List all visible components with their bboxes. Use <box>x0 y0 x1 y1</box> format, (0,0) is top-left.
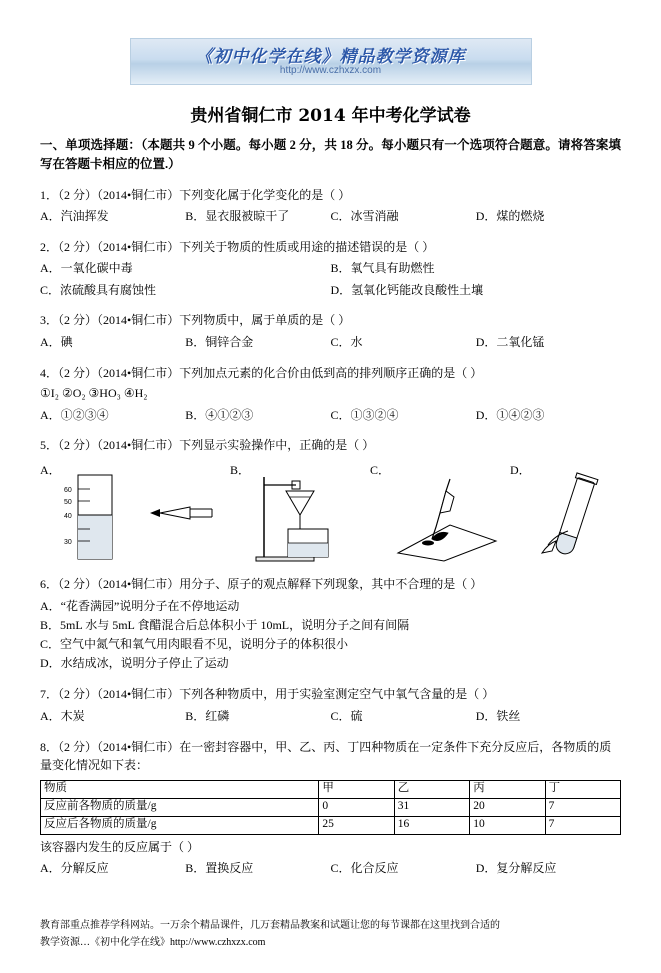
option-d[interactable]: D．复分解反应 <box>475 861 557 876</box>
question-3 <box>40 311 621 351</box>
site-banner <box>130 38 532 85</box>
option-d[interactable]: D．二氧化锰 <box>475 335 545 350</box>
option-d[interactable]: D．①④②③ <box>475 407 545 422</box>
option-a[interactable]: A．汽油挥发 <box>40 209 109 224</box>
table-header-jia: 甲 <box>319 780 394 798</box>
option-c[interactable]: C．化合反应 <box>330 861 399 876</box>
banner-url: http://www.czhxzx.com <box>279 65 382 76</box>
option-b[interactable]: B．显衣服被晾干了 <box>185 209 290 224</box>
svg-text:60: 60 <box>64 487 72 495</box>
option-a[interactable]: A．木炭 <box>40 708 85 723</box>
row-label-after: 反应后各物质的质量/g <box>41 816 319 834</box>
footer-line-1: 教育部重点推荐学科网站。一万余个精品课件，几万套精品教案和试题让您的每节课都在这里找到合适的 <box>40 920 500 931</box>
question-8 <box>40 738 621 878</box>
option-row <box>40 707 621 726</box>
figure-option-d[interactable] <box>532 467 622 569</box>
cell-after-yi: 16 <box>394 816 469 834</box>
figure-label-c: C． <box>370 463 391 478</box>
document-page <box>0 38 661 973</box>
question-tail: 该容器内发生的反应属于（ ） <box>40 839 200 854</box>
figure-option-a[interactable] <box>64 467 224 569</box>
option-c[interactable]: C．硫 <box>330 708 363 723</box>
question-1 <box>40 186 621 226</box>
svg-text:40: 40 <box>64 513 72 521</box>
cell-after-ding: 7 <box>545 816 620 834</box>
option-d[interactable]: D．水结成冰，说明分子停止了运动 <box>40 656 229 671</box>
table-header-yi: 乙 <box>394 780 469 798</box>
option-row <box>40 406 621 425</box>
option-d[interactable]: D．煤的燃烧 <box>475 209 545 224</box>
option-c[interactable]: C．①③②④ <box>330 407 399 422</box>
option-d[interactable]: D．氢氧化钙能改良酸性土壤 <box>330 282 484 297</box>
question-stem: 3．（2 分）（2014•铜仁市）下列物质中，属于单质的是（ ） <box>40 313 351 328</box>
table-row <box>41 798 621 816</box>
substance-mass-table <box>40 780 621 835</box>
option-row <box>40 259 621 278</box>
option-a[interactable]: A．碘 <box>40 335 73 350</box>
svg-text:50: 50 <box>64 499 72 507</box>
cell-before-jia: 0 <box>319 798 394 816</box>
test-tube-heating-icon <box>532 467 622 563</box>
question-5 <box>40 436 621 563</box>
question-7 <box>40 685 621 725</box>
option-c[interactable]: C．浓硫酸具有腐蚀性 <box>40 282 157 297</box>
option-c[interactable]: C．水 <box>330 335 363 350</box>
option-row <box>40 281 621 300</box>
option-b[interactable]: B．红磷 <box>185 708 230 723</box>
option-list <box>40 597 621 674</box>
question-stem: 2．（2 分）（2014•铜仁市）下列关于物质的性质或用途的描述错误的是（ ） <box>40 239 435 254</box>
footer-line-2: 教学资源…《初中化学在线》http://www.czhxzx.com <box>40 937 266 948</box>
option-a[interactable]: A．“花香满园”说明分子在不停地运动 <box>40 598 240 613</box>
question-stem: 5．（2 分）（2014•铜仁市）下列显示实验操作中，正确的是（ ） <box>40 438 375 453</box>
table-row <box>41 816 621 834</box>
option-b[interactable]: B．④①②③ <box>185 407 254 422</box>
option-a[interactable]: A．一氧化碳中毒 <box>40 261 133 276</box>
cell-after-bing: 10 <box>470 816 545 834</box>
page-footer <box>40 917 621 951</box>
section-heading: 一、单项选择题：（本题共 9 个小题。每小题 2 分，共 18 分。每小题只有一个选项符合题意。请将答案填写在答题卡相应的位置.） <box>40 138 621 171</box>
table-header-substance: 物质 <box>41 780 319 798</box>
question-stem: 8．（2 分）（2014•铜仁市）在一密封容器中，甲、乙、丙、丁四种物质在一定条件下充分反应后，各物质的质量变化情况如下表： <box>40 739 612 773</box>
dropper-icon <box>150 507 212 519</box>
question-2 <box>40 238 621 300</box>
table-header-bing: 丙 <box>470 780 545 798</box>
table-row <box>41 780 621 798</box>
question-stem: 4．（2 分）（2014•铜仁市）下列加点元素的化合价由低到高的排列顺序正确的是（ ） <box>40 365 483 380</box>
question-6 <box>40 575 621 673</box>
option-row <box>40 207 621 226</box>
option-c[interactable]: C．空气中氮气和氧气用肉眼看不见，说明分子的体积很小 <box>40 637 349 651</box>
option-b[interactable]: B．铜锌合金 <box>185 335 254 350</box>
cell-before-ding: 7 <box>545 798 620 816</box>
measuring-cylinder-icon <box>64 467 224 563</box>
figure-label-b: B． <box>230 463 251 478</box>
figure-label-a: A． <box>40 463 61 478</box>
page-title: 贵州省铜仁市 2014 年中考化学试卷 <box>190 106 471 126</box>
banner-title: 《初中化学在线》精品教学资源库 <box>195 47 466 67</box>
question-stem: 6．（2 分）（2014•铜仁市）用分子、原子的观点解释下列现象，其中不合理的是（ ） <box>40 577 483 592</box>
figure-option-b[interactable] <box>252 467 362 569</box>
cell-before-yi: 31 <box>394 798 469 816</box>
table-header-ding: 丁 <box>545 780 620 798</box>
option-b[interactable]: B．氧气具有助燃性 <box>330 261 435 276</box>
filtration-apparatus-icon <box>252 467 362 563</box>
option-a[interactable]: A．①②③④ <box>40 407 109 422</box>
question-4 <box>40 364 621 425</box>
option-b[interactable]: B．5mL 水与 5mL 食醋混合后总体积小于 10mL，说明分子之间有间隔 <box>40 617 410 632</box>
cell-after-jia: 25 <box>319 816 394 834</box>
figure-option-c[interactable] <box>392 467 502 569</box>
option-row <box>40 333 621 352</box>
question-5-figure <box>40 461 621 563</box>
option-b[interactable]: B．置换反应 <box>185 861 254 876</box>
svg-text:30: 30 <box>64 539 72 547</box>
weighing-paper-icon <box>392 467 502 563</box>
option-d[interactable]: D．铁丝 <box>475 708 521 723</box>
question-stem: 7．（2 分）（2014•铜仁市）下列各种物质中，用于实验室测定空气中氧气含量的是（ ） <box>40 687 495 702</box>
option-c[interactable]: C．冰雪消融 <box>330 209 399 224</box>
option-row <box>40 859 621 878</box>
valence-list: ①I₂ ②O₂ ③HO₃ ④H₂ <box>40 386 148 401</box>
figure-label-d: D． <box>510 463 531 478</box>
row-label-before: 反应前各物质的质量/g <box>41 798 319 816</box>
option-a[interactable]: A．分解反应 <box>40 861 109 876</box>
question-stem: 1．（2 分）（2014•铜仁市）下列变化属于化学变化的是（ ） <box>40 187 351 202</box>
cell-before-bing: 20 <box>470 798 545 816</box>
